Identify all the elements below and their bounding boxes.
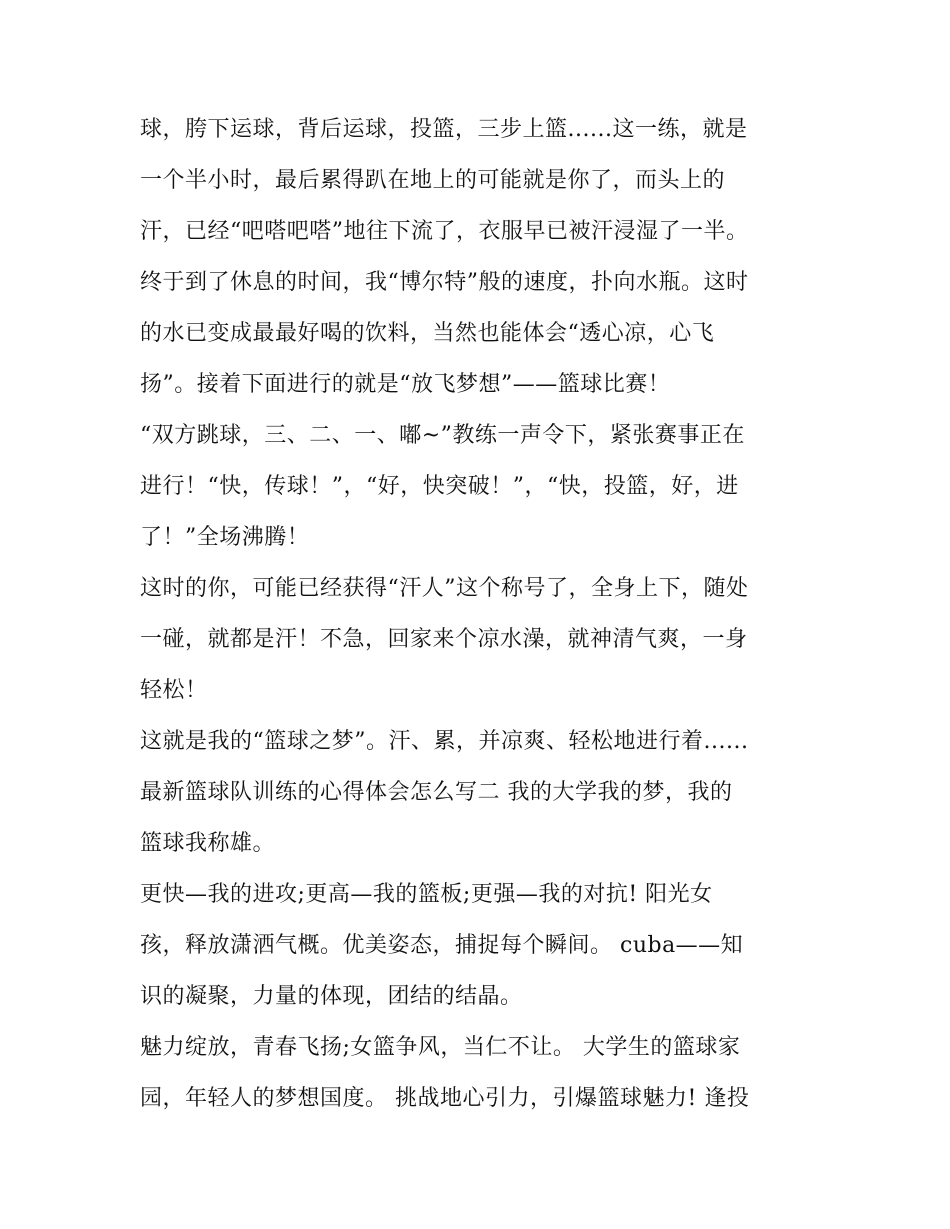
body-text [140, 108, 820, 1128]
text-line-17: 孩，释放潇洒气概。优美姿态，捕捉每个瞬间。 cuba——知 [140, 933, 744, 958]
text-line-1: 球，胯下运球，背后运球，投篮，三步上篮......这一练，就是 [140, 117, 748, 142]
text-line-9: 了！”全场沸腾！ [140, 525, 310, 550]
text-line-6: 扬”。接着下面进行的就是“放飞梦想”——篮球比赛！ [140, 372, 671, 397]
text-line-19: 魅力绽放，青春飞扬;女篮争风，当仁不让。 大学生的篮球家 [140, 1035, 741, 1060]
text-line-8: 进行！“快，传球！”，“好，快突破！”，“快，投篮，好，进 [140, 474, 739, 499]
text-line-5: 的水已变成最最好喝的饮料，当然也能体会“透心凉，心飞 [140, 321, 715, 346]
text-line-7: “双方跳球，三、二、一、嘟~”教练一声令下，紧张赛事正在 [140, 423, 745, 448]
text-line-16: 更快—我的进攻;更高—我的篮板;更强—我的对抗! 阳光女 [140, 882, 713, 907]
text-line-3: 汗，已经“吧嗒吧嗒”地往下流了，衣服早已被汗浸湿了一半。 [140, 219, 749, 244]
text-line-10: 这时的你，可能已经获得“汗人”这个称号了，全身上下，随处 [140, 576, 749, 601]
text-line-4: 终于到了休息的时间，我“博尔特”般的速度，扑向水瓶。这时 [140, 270, 749, 295]
text-line-14: 最新篮球队训练的心得体会怎么写二 我的大学我的梦，我的 [140, 780, 733, 805]
text-line-2: 一个半小时，最后累得趴在地上的可能就是你了，而头上的 [140, 168, 726, 193]
text-line-12: 轻松！ [140, 678, 208, 703]
text-line-15: 篮球我称雄。 [140, 831, 276, 856]
text-line-11: 一碰，就都是汗！不急，回家来个凉水澡，就神清气爽，一身 [140, 627, 748, 652]
text-line-20: 园，年轻人的梦想国度。 挑战地心引力，引爆篮球魅力! 逢投 [140, 1086, 750, 1111]
text-line-13: 这就是我的“篮球之梦”。汗、累，并凉爽、轻松地进行着...... [140, 729, 749, 754]
text-line-18: 识的凝聚，力量的体现，团结的结晶。 [140, 984, 523, 1009]
